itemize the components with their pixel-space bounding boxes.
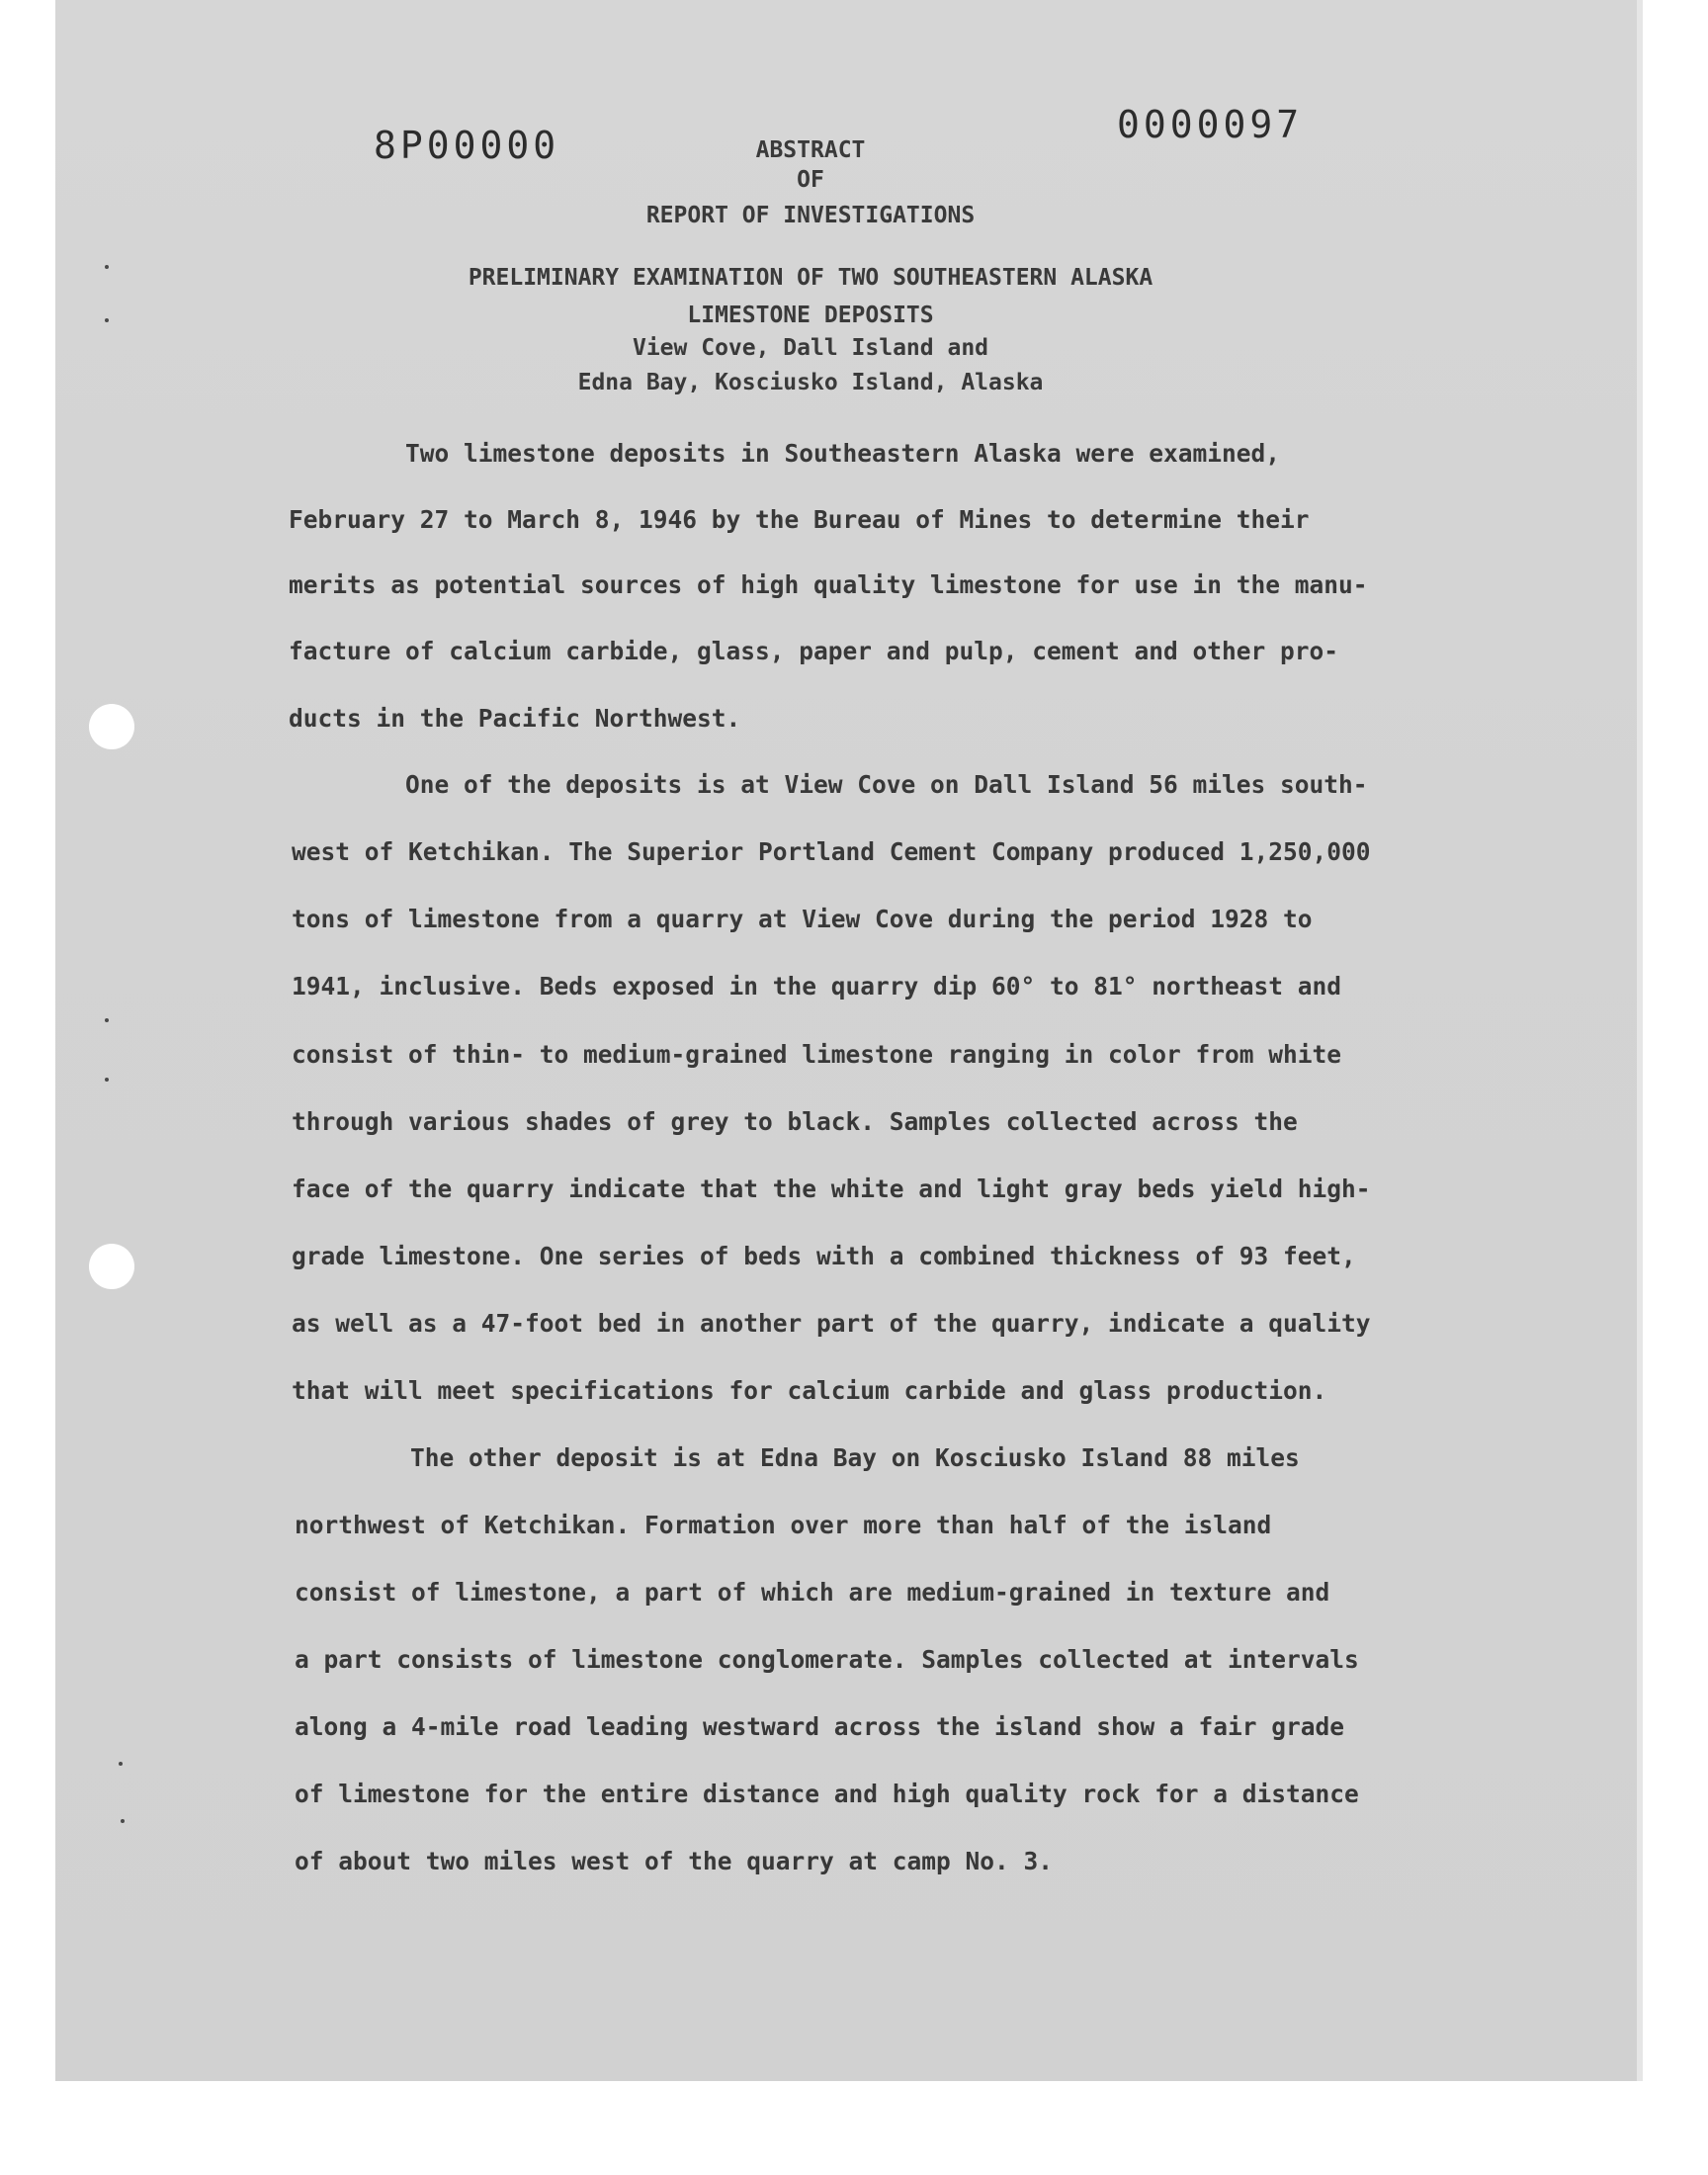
- body-line: facture of calcium carbide, glass, paper and pulp, cement and other pro-: [289, 637, 1339, 665]
- body-line: consist of thin- to medium-grained limestone ranging in color from white: [292, 1040, 1342, 1069]
- body-line: of about two miles west of the quarry at camp No. 3.: [295, 1847, 1054, 1875]
- scan-speck: [119, 1762, 123, 1766]
- title-line-2: LIMESTONE DEPOSITS: [687, 303, 934, 328]
- body-line: The other deposit is at Edna Bay on Kosciusko Island 88 miles: [410, 1443, 1300, 1472]
- heading-line-report: REPORT OF INVESTIGATIONS: [645, 203, 976, 228]
- body-line: through various shades of grey to black. Samples collected across the: [292, 1107, 1298, 1136]
- title-line-1: PRELIMINARY EXAMINATION OF TWO SOUTHEASTERN ALASKA: [468, 265, 1153, 291]
- document-number-left: 8P00000: [374, 124, 560, 167]
- scan-speck: [121, 1819, 125, 1823]
- title-line-3: View Cove, Dall Island and: [632, 335, 989, 361]
- heading-line-abstract: ABSTRACT: [755, 137, 866, 163]
- paper-edge: [1637, 0, 1643, 2081]
- document-number-right: 0000097: [1117, 103, 1304, 146]
- body-line: face of the quarry indicate that the white and light gray beds yield high-: [292, 1174, 1371, 1203]
- body-line: a part consists of limestone conglomerate. Samples collected at intervals: [295, 1645, 1359, 1674]
- body-line: northwest of Ketchikan. Formation over more than half of the island: [295, 1511, 1272, 1539]
- body-line: along a 4-mile road leading westward across the island show a fair grade: [295, 1712, 1345, 1741]
- body-line: merits as potential sources of high quality limestone for use in the manu-: [289, 570, 1368, 599]
- heading-line-of: OF: [797, 167, 824, 193]
- body-line: that will meet specifications for calcium carbide and glass production.: [292, 1376, 1327, 1405]
- body-line: as well as a 47-foot bed in another part of the quarry, indicate a quality: [292, 1309, 1371, 1338]
- body-line: consist of limestone, a part of which are medium-grained in texture and: [295, 1578, 1330, 1607]
- body-line: tons of limestone from a quarry at View Cove during the period 1928 to: [292, 905, 1313, 933]
- scan-speck: [105, 1078, 109, 1082]
- body-line: west of Ketchikan. The Superior Portland Cement Company produced 1,250,000: [292, 837, 1371, 866]
- body-line: 1941, inclusive. Beds exposed in the quarry dip 60° to 81° northeast and: [292, 972, 1342, 1000]
- body-line: February 27 to March 8, 1946 by the Bureau of Mines to determine their: [289, 505, 1310, 534]
- punch-hole-lower: [89, 1244, 134, 1289]
- scan-speck: [105, 1018, 109, 1022]
- body-line: of limestone for the entire distance and high quality rock for a distance: [295, 1780, 1359, 1808]
- title-line-4: Edna Bay, Kosciusko Island, Alaska: [577, 370, 1044, 395]
- body-line: ducts in the Pacific Northwest.: [289, 704, 741, 733]
- body-line: Two limestone deposits in Southeastern Alaska were examined,: [405, 439, 1281, 468]
- body-line: One of the deposits is at View Cove on Dall Island 56 miles south-: [405, 770, 1368, 799]
- body-line: grade limestone. One series of beds with a combined thickness of 93 feet,: [292, 1242, 1356, 1270]
- punch-hole-upper: [89, 704, 134, 749]
